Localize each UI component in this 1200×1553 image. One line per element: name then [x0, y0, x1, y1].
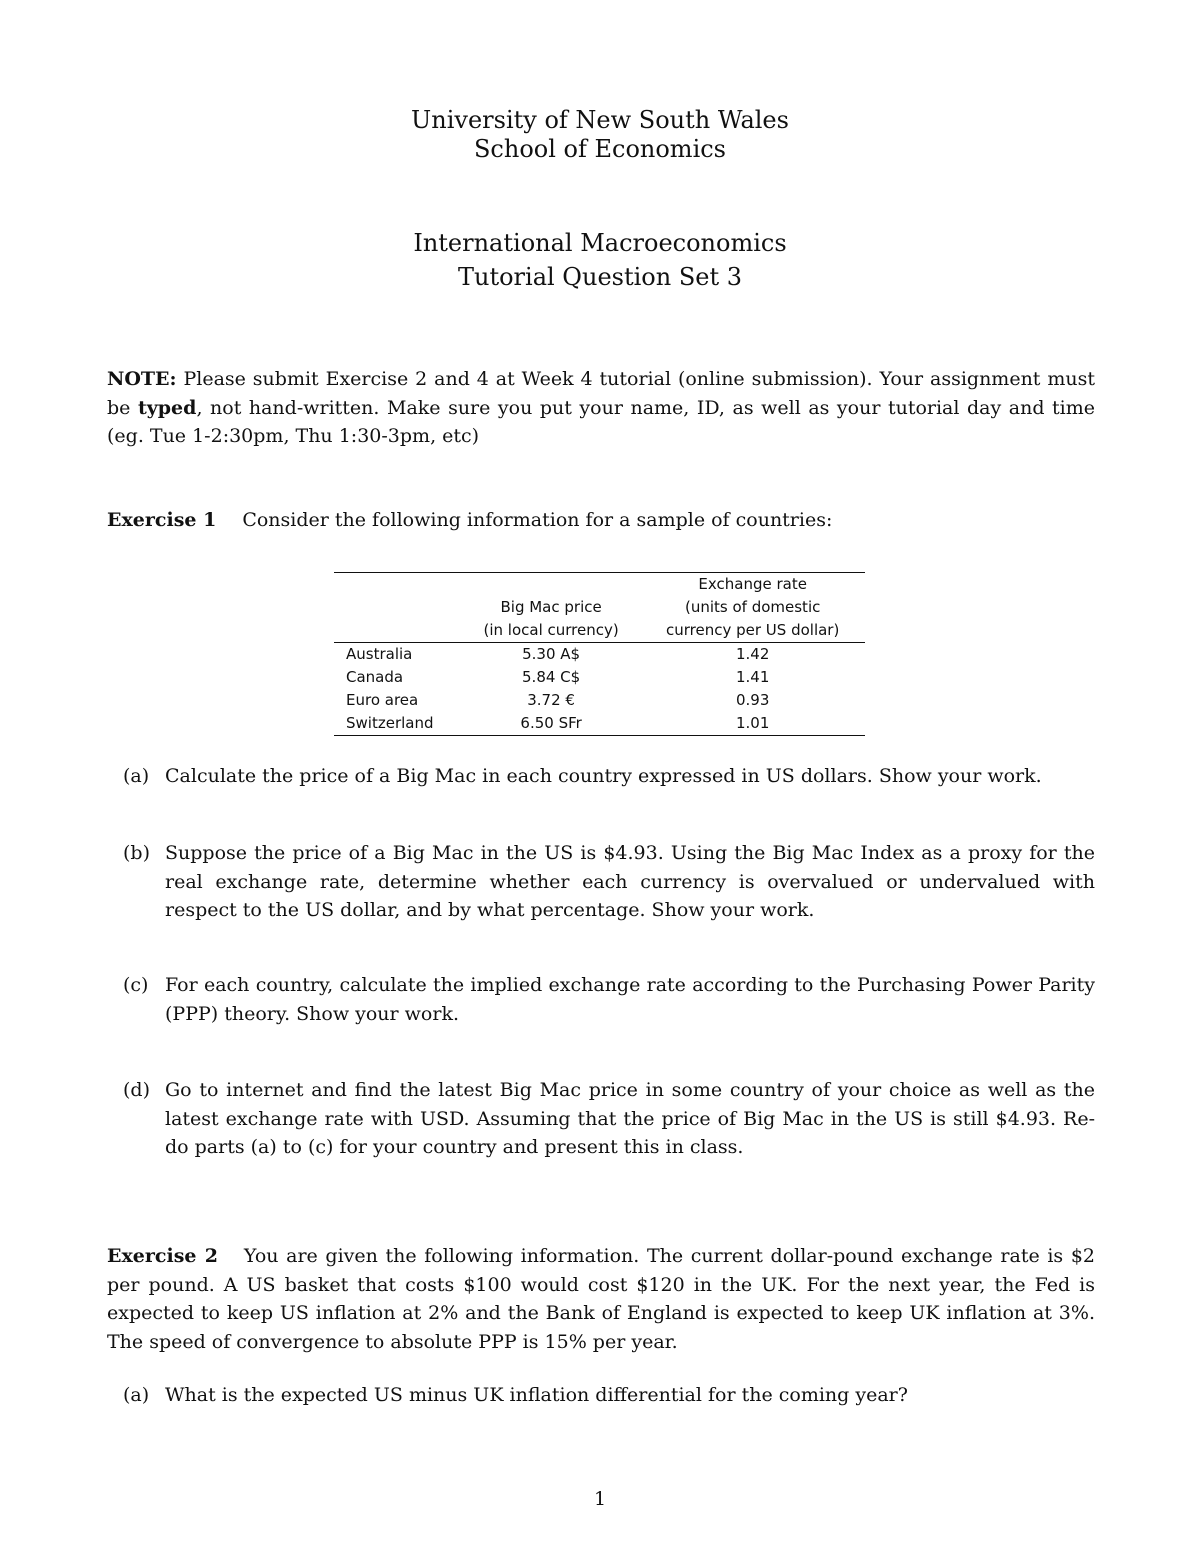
note-paragraph: [107, 365, 1095, 451]
price-cell: 5.84 C$: [522, 668, 581, 686]
exercise-1-part-c: [107, 971, 1095, 1028]
rate-cell: 0.93: [735, 691, 770, 709]
exercise-1-label: Exercise 1: [107, 509, 217, 531]
big-mac-table: [334, 572, 865, 736]
table-header-cell: [462, 573, 640, 597]
part-text: Go to internet and find the latest Big Mac price in some country of your choice as well as the latest exchange rate with USD. Assuming that the price of Big Mac in the US is still $4.93. Re-do parts (a) to (c) for your country and present this in class.: [165, 1079, 1095, 1158]
rate-cell: 1.41: [735, 668, 770, 686]
table-header-cell: [334, 619, 462, 643]
table-header-cell: Exchange rate: [640, 573, 865, 597]
table-header-cell: currency per US dollar): [640, 619, 865, 643]
exercise-1-intro-text: Consider the following information for a sample of countries:: [242, 509, 833, 531]
note-text-1: Please submit Exercise 2 and 4 at Week 4 tutorial (online submission). Your assignment must be: [107, 368, 1095, 419]
school-name: School of Economics: [473, 135, 726, 163]
table-header-cell: [334, 573, 462, 597]
exercise-1-part-d: [107, 1076, 1095, 1162]
exercise-2-intro: [107, 1242, 1095, 1356]
country-cell: Euro area: [346, 691, 419, 709]
course-title: International Macroeconomics: [413, 229, 787, 257]
part-label: (a): [123, 765, 150, 787]
exercise-1-part-a: [107, 762, 1095, 791]
table-header-cell: (units of domestic: [684, 598, 821, 616]
part-label: (d): [123, 1079, 150, 1101]
note-text-2: , not hand-written. Make sure you put your name, ID, as well as your tutorial day and time (eg. Tue 1-2:30pm, Thu 1:30-3pm, etc): [107, 396, 1095, 447]
part-text: Suppose the price of a Big Mac in the US is $4.93. Using the Big Mac Index as a proxy for the real exchange rate, determine whether each currency is overvalued or undervalued with respect to the US dollar, and by what percentage. Show your work.: [165, 842, 1095, 921]
part-text: For each country, calculate the implied exchange rate according to the Purchasing Power Parity (PPP) theory. Show your work.: [165, 974, 1095, 1025]
part-text: Calculate the price of a Big Mac in each country expressed in US dollars. Show your work.: [165, 765, 1042, 787]
question-set-title: Tutorial Question Set 3: [457, 263, 742, 291]
table-header-row: [334, 596, 865, 619]
page-number: 1: [593, 1488, 607, 1510]
rate-cell: 1.42: [735, 645, 770, 663]
exercise-2-intro-text: You are given the following information. The current dollar-pound exchange rate is $2 per pound. A US basket that costs $100 would cost $120 in the UK. For the next year, the Fed is expected to keep US inflation at 2% and the Bank of England is expected to keep UK inflation at 3%. The speed of convergence to absolute PPP is 15% per year.: [107, 1245, 1095, 1353]
table-row: [334, 689, 865, 712]
part-label: (a): [123, 1384, 150, 1406]
price-cell: 5.30 A$: [522, 645, 581, 663]
table-header-row: [334, 619, 865, 643]
table-header-cell: [334, 596, 462, 619]
part-text: What is the expected US minus UK inflation differential for the coming year?: [165, 1384, 908, 1406]
note-bold-word: typed: [137, 396, 197, 419]
university-name: University of New South Wales: [411, 106, 789, 134]
exercise-1-intro: [107, 506, 1095, 535]
table-header-cell: (in local currency): [462, 619, 640, 643]
exercise-2-label: Exercise 2: [107, 1245, 218, 1267]
part-label: (b): [123, 842, 150, 864]
table-header-cell: Big Mac price: [500, 598, 602, 616]
country-cell: Australia: [346, 645, 413, 663]
table-row: [334, 666, 865, 689]
table-row: [334, 643, 865, 667]
price-cell: 6.50 SFr: [462, 712, 640, 736]
table-header-row: [334, 573, 865, 597]
course-header: [0, 229, 1200, 292]
country-cell: Switzerland: [334, 712, 462, 736]
price-cell: 3.72 €: [527, 691, 575, 709]
exercise-1-part-b: [107, 839, 1095, 925]
table-row: [334, 712, 865, 736]
institution-header: [0, 106, 1200, 164]
note-label: NOTE:: [107, 368, 177, 390]
exercise-2-part-a: [107, 1381, 1095, 1410]
rate-cell: 1.01: [640, 712, 865, 736]
part-label: (c): [123, 974, 149, 996]
country-cell: Canada: [346, 668, 404, 686]
